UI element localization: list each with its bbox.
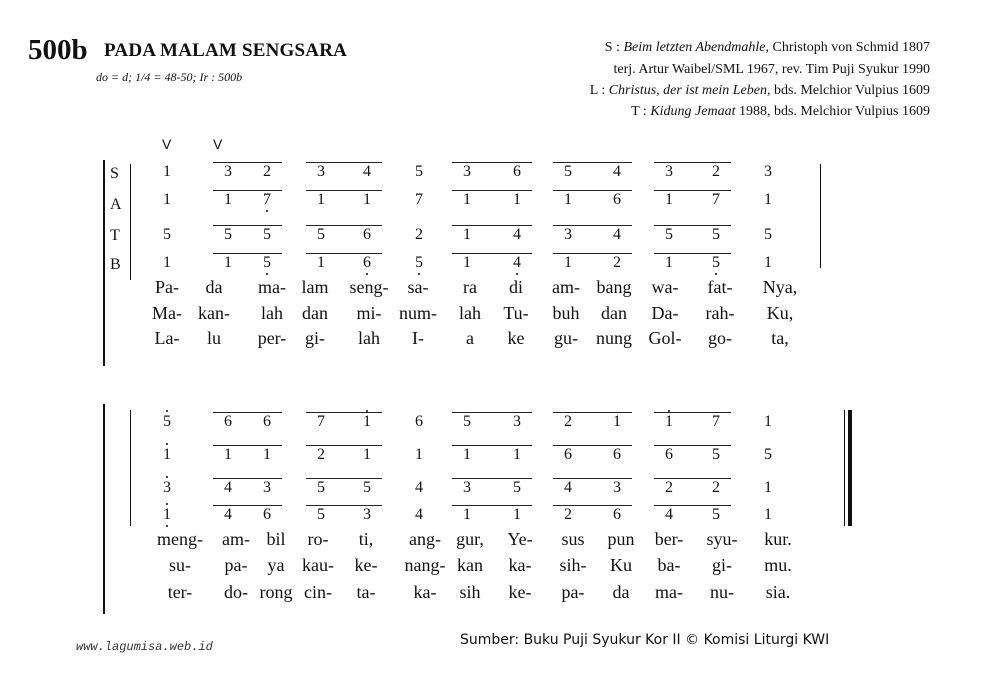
note-t: 4 xyxy=(613,226,621,243)
note-a: 1 xyxy=(263,446,271,463)
note-t: 5 xyxy=(163,226,171,243)
note-s: 4 xyxy=(613,163,621,180)
octave-dot-low xyxy=(266,273,268,275)
note-s: 3 xyxy=(317,163,325,180)
breath-mark: V xyxy=(162,136,172,152)
note-t: 5 xyxy=(317,226,325,243)
beam-line xyxy=(452,412,532,413)
beam-line xyxy=(213,190,282,191)
beam-line xyxy=(553,253,632,254)
note-s: 5 xyxy=(463,413,471,430)
system2-brace xyxy=(103,404,105,614)
note-b: 5 xyxy=(317,506,325,523)
note-a: 6 xyxy=(613,191,621,208)
lyric-syllable: ke xyxy=(507,328,525,348)
beam-line xyxy=(452,162,532,163)
note-a: 6 xyxy=(564,446,572,463)
lyric-syllable: sus xyxy=(561,529,585,549)
note-b: 4 xyxy=(513,254,521,271)
lyric-syllable: I- xyxy=(412,328,424,348)
note-a: 1 xyxy=(163,191,171,208)
lyric-syllable: Pa- xyxy=(155,277,179,297)
beam-line xyxy=(306,190,382,191)
lyric-syllable: kau- xyxy=(302,555,334,575)
note-a: 7 xyxy=(712,191,720,208)
note-a: 5 xyxy=(764,446,772,463)
note-s: 1 xyxy=(613,413,621,430)
note-s: 2 xyxy=(263,163,271,180)
beam-line xyxy=(654,225,731,226)
voice-label-bass: B xyxy=(110,256,121,273)
note-s: 6 xyxy=(224,413,232,430)
note-s: 3 xyxy=(513,413,521,430)
system1-start-barline xyxy=(130,164,131,280)
note-t: 5 xyxy=(363,479,371,496)
note-a: 1 xyxy=(317,191,325,208)
note-a: 1 xyxy=(564,191,572,208)
note-t: 5 xyxy=(764,226,772,243)
lyric-syllable: sa- xyxy=(407,277,429,297)
note-a: 1 xyxy=(163,446,171,463)
note-s: 6 xyxy=(263,413,271,430)
lyric-syllable: sia. xyxy=(765,582,791,602)
lyric-syllable: rah- xyxy=(705,303,735,323)
beam-line xyxy=(213,478,282,479)
lyric-syllable: Da- xyxy=(651,303,679,323)
note-t: 5 xyxy=(665,226,673,243)
beam-line xyxy=(452,253,532,254)
lyric-syllable: am- xyxy=(222,529,250,549)
voice-label-tenor: T xyxy=(110,227,120,244)
note-b: 1 xyxy=(513,506,521,523)
note-s: 1 xyxy=(163,163,171,180)
lyric-syllable: bang xyxy=(596,277,632,297)
beam-line xyxy=(654,505,731,506)
lyric-syllable: ti, xyxy=(358,529,374,549)
note-b: 6 xyxy=(263,506,271,523)
lyric-syllable: meng- xyxy=(157,529,203,549)
hymn-title: PADA MALAM SENGSARA xyxy=(104,40,348,61)
beam-line xyxy=(654,190,731,191)
note-a: 1 xyxy=(463,191,471,208)
beam-line xyxy=(452,190,532,191)
note-a: 1 xyxy=(415,446,423,463)
beam-line xyxy=(553,505,632,506)
octave-dot-low xyxy=(166,525,168,527)
note-t: 5 xyxy=(317,479,325,496)
note-a: 1 xyxy=(463,446,471,463)
system2-final-thin-barline xyxy=(844,410,845,526)
lyric-syllable: ang- xyxy=(409,529,441,549)
lyric-syllable: a xyxy=(466,328,474,348)
note-b: 1 xyxy=(163,506,171,523)
octave-dot-low xyxy=(266,210,268,212)
octave-dot-high xyxy=(166,443,168,445)
note-s: 4 xyxy=(363,163,371,180)
note-s: 5 xyxy=(415,163,423,180)
note-t: 3 xyxy=(463,479,471,496)
lyric-syllable: ber- xyxy=(654,529,684,549)
note-t: 3 xyxy=(163,479,171,496)
octave-dot-high xyxy=(166,410,168,412)
lyric-syllable: ter- xyxy=(167,582,193,602)
lyric-syllable: seng- xyxy=(349,277,389,297)
note-b: 1 xyxy=(163,254,171,271)
beam-line xyxy=(213,162,282,163)
note-t: 6 xyxy=(363,226,371,243)
octave-dot-low xyxy=(715,273,717,275)
lyric-syllable: dan xyxy=(302,303,328,323)
note-s: 2 xyxy=(564,413,572,430)
tempo-key: do = d; 1/4 = 48-50; Ir : 500b xyxy=(96,70,243,84)
beam-line xyxy=(553,162,632,163)
lyric-syllable: da xyxy=(612,582,630,602)
lyric-syllable: wa- xyxy=(651,277,679,297)
note-a: 1 xyxy=(513,191,521,208)
note-a: 6 xyxy=(665,446,673,463)
lyric-syllable: go- xyxy=(708,328,732,348)
lyric-syllable: su- xyxy=(169,555,191,575)
lyric-syllable: kan- xyxy=(198,303,230,323)
lyric-syllable: nu- xyxy=(710,582,734,602)
lyric-syllable: ta- xyxy=(356,582,376,602)
note-a: 1 xyxy=(513,446,521,463)
lyric-syllable: cin- xyxy=(304,582,332,602)
beam-line xyxy=(654,162,731,163)
note-a: 6 xyxy=(613,446,621,463)
lyric-syllable: syu- xyxy=(706,529,738,549)
lyric-syllable: am- xyxy=(552,277,580,297)
lyric-syllable: sih xyxy=(459,582,481,602)
beam-line xyxy=(553,225,632,226)
note-s: 3 xyxy=(224,163,232,180)
note-t: 1 xyxy=(463,226,471,243)
note-a: 1 xyxy=(224,446,232,463)
lyric-syllable: ma- xyxy=(655,582,683,602)
note-s: 6 xyxy=(513,163,521,180)
note-t: 5 xyxy=(263,226,271,243)
beam-line xyxy=(553,412,632,413)
note-b: 1 xyxy=(764,506,772,523)
credit-translation: terj. Artur Waibel/SML 1967, rev. Tim Puji Syukur 1990 xyxy=(613,62,930,77)
lyric-syllable: Ku xyxy=(610,555,632,575)
lyric-syllable: ka- xyxy=(508,555,532,575)
beam-line xyxy=(213,412,282,413)
lyric-syllable: Ye- xyxy=(507,529,533,549)
voice-label-alto: A xyxy=(110,196,122,213)
credit-harmony: T : Kidung Jemaat 1988, bds. Melchior Vulpius 1609 xyxy=(631,104,930,119)
note-s: 7 xyxy=(712,413,720,430)
note-s: 3 xyxy=(463,163,471,180)
octave-dot-low xyxy=(516,273,518,275)
note-b: 1 xyxy=(317,254,325,271)
lyric-syllable: bil xyxy=(266,529,286,549)
note-b: 2 xyxy=(613,254,621,271)
lyric-syllable: ma- xyxy=(258,277,286,297)
note-s: 1 xyxy=(764,413,772,430)
lyric-syllable: mu. xyxy=(764,555,792,575)
beam-line xyxy=(306,225,382,226)
lyric-syllable: ke- xyxy=(508,582,532,602)
website-credit: www.lagumisa.web.id xyxy=(76,640,213,654)
lyric-syllable: gu- xyxy=(554,328,578,348)
lyric-syllable: Nya, xyxy=(762,277,798,297)
lyric-syllable: La- xyxy=(154,328,180,348)
note-s: 2 xyxy=(712,163,720,180)
note-b: 1 xyxy=(764,254,772,271)
beam-line xyxy=(654,445,731,446)
beam-line xyxy=(553,478,632,479)
breath-mark: V xyxy=(213,136,223,152)
note-b: 4 xyxy=(665,506,673,523)
octave-dot-high xyxy=(166,476,168,478)
note-s: 1 xyxy=(665,413,673,430)
note-s: 7 xyxy=(317,413,325,430)
lyric-syllable: do- xyxy=(224,582,248,602)
lyric-syllable: lu xyxy=(206,328,221,348)
note-b: 4 xyxy=(224,506,232,523)
lyric-syllable: ra xyxy=(463,277,477,297)
lyric-syllable: ka- xyxy=(413,582,437,602)
octave-dot-low xyxy=(366,273,368,275)
lyric-syllable: Tu- xyxy=(503,303,529,323)
note-t: 2 xyxy=(665,479,673,496)
beam-line xyxy=(213,253,282,254)
note-t: 5 xyxy=(513,479,521,496)
note-a: 1 xyxy=(363,191,371,208)
note-t: 1 xyxy=(764,479,772,496)
note-s: 5 xyxy=(564,163,572,180)
lyric-syllable: mi- xyxy=(356,303,382,323)
lyric-syllable: lah xyxy=(261,303,283,323)
lyric-syllable: di xyxy=(508,277,523,297)
note-t: 3 xyxy=(613,479,621,496)
note-b: 5 xyxy=(415,254,423,271)
beam-line xyxy=(306,478,382,479)
beam-line xyxy=(306,162,382,163)
note-t: 2 xyxy=(415,226,423,243)
note-t: 5 xyxy=(712,226,720,243)
beam-line xyxy=(654,253,731,254)
note-b: 6 xyxy=(363,254,371,271)
beam-line xyxy=(306,445,382,446)
credit-lyrics: S : Beim letzten Abendmahle, Christoph von Schmid 1807 xyxy=(604,40,930,55)
beam-line xyxy=(452,478,532,479)
lyric-syllable: Ma- xyxy=(152,303,182,323)
beam-line xyxy=(213,225,282,226)
system2-final-thick-barline xyxy=(848,410,852,526)
voice-label-soprano: S xyxy=(110,165,119,182)
beam-line xyxy=(553,190,632,191)
note-s: 3 xyxy=(764,163,772,180)
octave-dot-low xyxy=(418,273,420,275)
lyric-syllable: sih- xyxy=(559,555,587,575)
lyric-syllable: nung xyxy=(596,328,632,348)
credit-tune: L : Christus, der ist mein Leben, bds. Melchior Vulpius 1609 xyxy=(589,83,930,98)
note-b: 1 xyxy=(463,506,471,523)
note-b: 5 xyxy=(712,506,720,523)
lyric-syllable: pa- xyxy=(224,555,248,575)
note-b: 1 xyxy=(665,254,673,271)
system1-end-barline xyxy=(820,164,821,268)
lyric-syllable: lah xyxy=(459,303,481,323)
octave-dot-high xyxy=(166,503,168,505)
system1-brace xyxy=(103,160,105,366)
note-t: 5 xyxy=(224,226,232,243)
note-a: 1 xyxy=(665,191,673,208)
note-a: 7 xyxy=(415,191,423,208)
lyric-syllable: per- xyxy=(257,328,287,348)
note-a: 1 xyxy=(363,446,371,463)
note-s: 3 xyxy=(665,163,673,180)
note-a: 1 xyxy=(764,191,772,208)
beam-line xyxy=(306,412,382,413)
note-t: 2 xyxy=(712,479,720,496)
note-a: 5 xyxy=(712,446,720,463)
lyric-syllable: gur, xyxy=(456,529,484,549)
lyric-syllable: pun xyxy=(607,529,635,549)
note-t: 3 xyxy=(564,226,572,243)
note-b: 1 xyxy=(463,254,471,271)
lyric-syllable: kur. xyxy=(764,529,792,549)
note-a: 7 xyxy=(263,191,271,208)
note-s: 1 xyxy=(363,413,371,430)
lyric-syllable: gi- xyxy=(712,555,732,575)
note-b: 5 xyxy=(263,254,271,271)
lyric-syllable: ta, xyxy=(771,328,789,348)
lyric-syllable: buh xyxy=(552,303,580,323)
lyric-syllable: lam xyxy=(301,277,329,297)
note-a: 2 xyxy=(317,446,325,463)
lyric-syllable: num- xyxy=(399,303,437,323)
lyric-syllable: lah xyxy=(358,328,380,348)
note-s: 6 xyxy=(415,413,423,430)
lyric-syllable: pa- xyxy=(561,582,585,602)
lyric-syllable: kan xyxy=(457,555,483,575)
lyric-syllable: Ku, xyxy=(766,303,794,323)
beam-line xyxy=(452,505,532,506)
beam-line xyxy=(452,225,532,226)
lyric-syllable: gi- xyxy=(305,328,325,348)
note-t: 4 xyxy=(415,479,423,496)
note-b: 1 xyxy=(224,254,232,271)
hymn-number: 500b xyxy=(28,34,88,66)
note-b: 4 xyxy=(415,506,423,523)
lyric-syllable: ba- xyxy=(657,555,681,575)
beam-line xyxy=(553,445,632,446)
beam-line xyxy=(213,505,282,506)
note-b: 2 xyxy=(564,506,572,523)
note-b: 1 xyxy=(564,254,572,271)
lyric-syllable: ke- xyxy=(354,555,378,575)
beam-line xyxy=(213,445,282,446)
lyric-syllable: da xyxy=(205,277,223,297)
system2-start-barline xyxy=(130,410,131,526)
beam-line xyxy=(306,505,382,506)
note-b: 3 xyxy=(363,506,371,523)
note-t: 4 xyxy=(564,479,572,496)
note-t: 4 xyxy=(513,226,521,243)
lyric-syllable: fat- xyxy=(707,277,733,297)
note-b: 5 xyxy=(712,254,720,271)
note-b: 6 xyxy=(613,506,621,523)
note-t: 3 xyxy=(263,479,271,496)
note-s: 5 xyxy=(163,413,171,430)
beam-line xyxy=(306,253,382,254)
beam-line xyxy=(452,445,532,446)
lyric-syllable: ro- xyxy=(307,529,329,549)
beam-line xyxy=(654,412,731,413)
source-credit: Sumber: Buku Puji Syukur Kor II © Komisi Liturgi KWI xyxy=(460,632,830,648)
lyric-syllable: Gol- xyxy=(648,328,682,348)
lyric-syllable: ya xyxy=(267,555,285,575)
lyric-syllable: nang- xyxy=(404,555,446,575)
note-a: 1 xyxy=(224,191,232,208)
beam-line xyxy=(654,478,731,479)
lyric-syllable: rong xyxy=(259,582,293,602)
lyric-syllable: dan xyxy=(601,303,627,323)
note-t: 4 xyxy=(224,479,232,496)
